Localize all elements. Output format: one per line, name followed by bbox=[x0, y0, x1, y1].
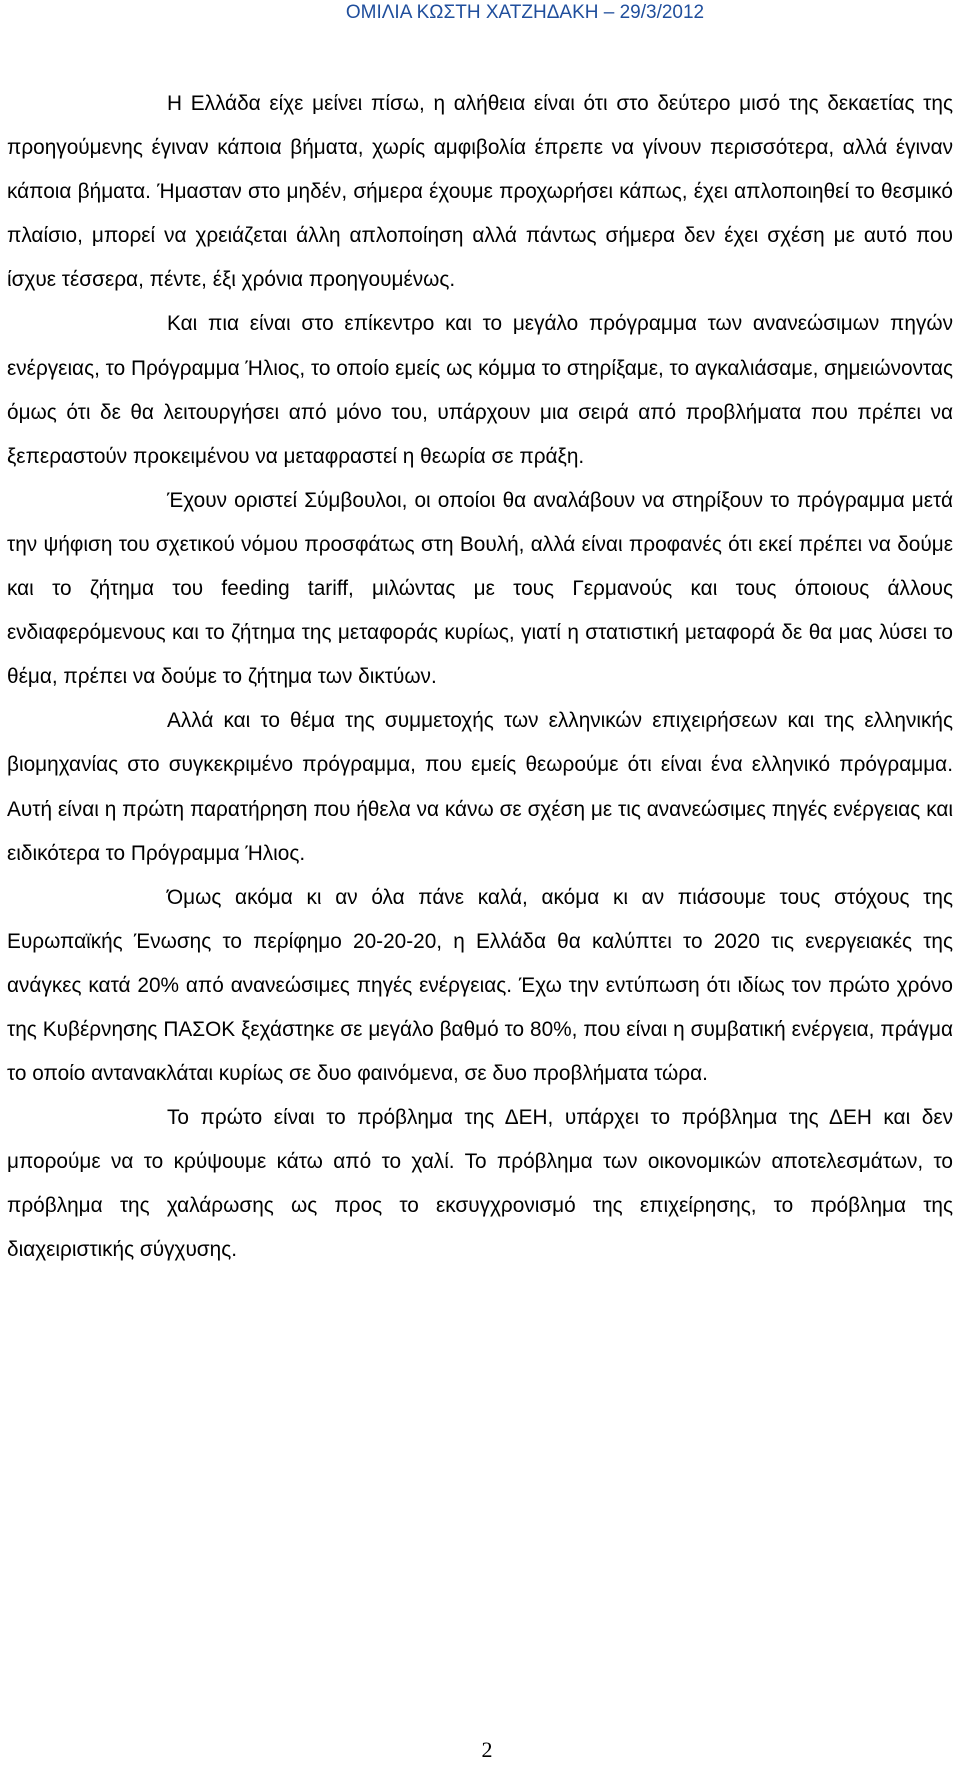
paragraph: Και πια είναι στο επίκεντρο και το μεγάλο πρόγραμμα των ανανεώσιμων πηγών ενέργειας, το Πρόγραμμα Ήλιος, το οποίο εμείς ως κόμμα το στηρίξαμε, το αγκαλιάσαμε, σημειώνοντας όμως ότι δε θα λειτουργήσει από μόνο του, υπάρχουν μια σειρά από προβλήματα που πρέπει να ξεπεραστούν προκειμένου να μεταφραστεί η θεωρία σε πράξη. bbox=[7, 312, 953, 468]
page-number bbox=[0, 1736, 960, 1764]
paragraph: Έχουν οριστεί Σύμβουλοι, οι οποίοι θα αναλάβουν να στηρίξουν το πρόγραμμα μετά την ψήφιση του σχετικού νόμου προσφάτως στη Βουλή, αλλά είναι προφανές ότι εκεί πρέπει να δούμε και το ζήτημα του feeding tariff, μιλώντας με τους Γερμανούς και τους όποιους άλλους ενδιαφερόμενους και το ζήτημα της μεταφοράς κυρίως, γιατί η στατιστική μεταφορά δε θα μας λύσει το θέμα, πρέπει να δούμε το ζήτημα των δικτύων. bbox=[7, 488, 953, 689]
paragraph: Αλλά και το θέμα της συμμετοχής των ελληνικών επιχειρήσεων και της ελληνικής βιομηχανίας στο συγκεκριμένο πρόγραμμα, που εμείς θεωρούμε ότι είναι ένα ελληνικό πρόγραμμα. Αυτή είναι η πρώτη παρατήρηση που ήθελα να κάνω σε σχέση με τις ανανεώσιμες πηγές ενέργειας και ειδικότερα το Πρόγραμμα Ήλιος. bbox=[7, 709, 953, 865]
document-body bbox=[7, 82, 953, 1273]
paragraph: Η Ελλάδα είχε μείνει πίσω, η αλήθεια είναι ότι στο δεύτερο μισό της δεκαετίας της προηγούμενης έγιναν κάποια βήματα, χωρίς αμφιβολία έπρεπε να γίνουν περισσότερα, αλλά έγιναν κάποια βήματα. Ήμασταν στο μηδέν, σήμερα έχουμε προχωρήσει κάπως, έχει απλοποιηθεί το θεσμικό πλαίσιο, μπορεί να χρειάζεται άλλη απλοποίηση αλλά πάντως σήμερα δεν έχει σχέση με αυτό που ίσχυε τέσσερα, πέντε, έξι χρόνια προηγουμένως. bbox=[7, 92, 953, 292]
paragraph: Το πρώτο είναι το πρόβλημα της ΔΕΗ, υπάρχει το πρόβλημα της ΔΕΗ και δεν μπορούμε να το κρύψουμε κάτω από το χαλί. Το πρόβλημα των οικονομικών αποτελεσμάτων, το πρόβλημα της χαλάρωσης ως προς το εκσυγχρονισμό της επιχείρησης, το πρόβλημα της διαχειριστικής σύγχυσης. bbox=[7, 1106, 953, 1262]
header-title: ΟΜΙΛΙΑ ΚΩΣΤΗ ΧΑΤΖΗΔΑΚΗ – 29/3/2012 bbox=[345, 2, 705, 23]
page-number-text: 2 bbox=[481, 1737, 493, 1762]
paragraph: Όμως ακόμα κι αν όλα πάνε καλά, ακόμα κι αν πιάσουμε τους στόχους της Ευρωπαϊκής Ένωσης το περίφημο 20-20-20, η Ελλάδα θα καλύπτει το 2020 τις ενεργειακές της ανάγκες κατά 20% από ανανεώσιμες πηγές ενέργειας. Έχω την εντύπωση ότι ιδίως τον πρώτο χρόνο της Κυβέρνησης ΠΑΣΟΚ ξεχάστηκε σε μεγάλο βαθμό το 80%, που είναι η συμβατική ενέργεια, πράγμα το οποίο αντανακλάται κυρίως σε δυο φαινόμενα, σε δυο προβλήματα τώρα. bbox=[7, 885, 953, 1086]
page-header bbox=[0, 1, 960, 25]
